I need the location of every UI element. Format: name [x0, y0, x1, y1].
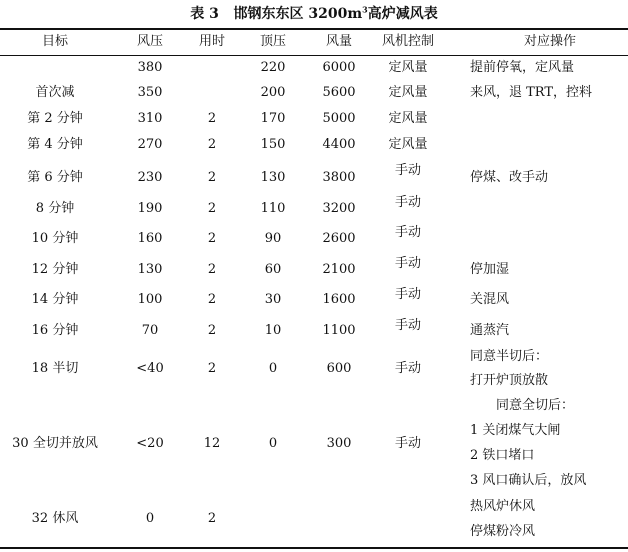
cell-action-line: 打开炉顶放散: [470, 373, 549, 388]
cell-time: 2: [207, 262, 217, 277]
cell-top-pressure: 30: [264, 292, 282, 307]
cell-time: 12: [203, 436, 221, 451]
header-pressure: 风压: [136, 34, 163, 49]
cell-target: 14 分钟: [31, 292, 79, 307]
cell-pressure: 270: [137, 137, 163, 152]
cell-action-line: 停煤粉冷风: [470, 524, 536, 539]
cell-volume: 5600: [322, 85, 356, 100]
cell-target: 第 6 分钟: [27, 170, 83, 185]
cell-volume: 1100: [322, 323, 356, 338]
bottom-rule: [0, 547, 628, 549]
header-volume: 风量: [325, 34, 352, 49]
cell-time: 2: [207, 137, 217, 152]
cell-action-line: 停加湿: [470, 262, 510, 277]
cell-control: 手动: [394, 225, 421, 240]
cell-top-pressure: 220: [260, 60, 286, 75]
cell-time: 2: [207, 361, 217, 376]
cell-pressure: <20: [136, 436, 164, 451]
cell-target: 8 分钟: [35, 201, 75, 216]
cell-action-line: 2 铁口堵口: [470, 448, 535, 463]
cell-control: 手动: [394, 287, 421, 302]
cell-pressure: 160: [137, 231, 163, 246]
cell-target: 首次减: [35, 85, 75, 100]
cell-control: 定风量: [388, 60, 428, 75]
cell-control: 定风量: [388, 85, 428, 100]
cell-action-line: 同意半切后：: [470, 349, 549, 364]
cell-target: 18 半切: [31, 361, 79, 376]
cell-volume: 2600: [322, 231, 356, 246]
cell-action-line: 热风炉休风: [470, 499, 536, 514]
header-time: 用时: [198, 34, 225, 49]
top-rule: [0, 28, 628, 30]
header-rule: [0, 55, 628, 56]
cell-pressure: 130: [137, 262, 163, 277]
cell-time: 2: [207, 511, 217, 526]
cell-volume: 2100: [322, 262, 356, 277]
cell-pressure: 310: [137, 111, 163, 126]
cell-volume: 5000: [322, 111, 356, 126]
cell-volume: 4400: [322, 137, 356, 152]
cell-pressure: 380: [137, 60, 163, 75]
cell-action-line: 来风，退 TRT，控料: [470, 85, 593, 100]
cell-control: 定风量: [388, 137, 428, 152]
cell-action-line: 1 关闭煤气大闸: [470, 423, 561, 438]
cell-pressure: 190: [137, 201, 163, 216]
cell-pressure: 100: [137, 292, 163, 307]
cell-top-pressure: 60: [264, 262, 282, 277]
cell-top-pressure: 200: [260, 85, 286, 100]
cell-pressure: 70: [141, 323, 159, 338]
cell-top-pressure: 0: [268, 436, 278, 451]
cell-top-pressure: 10: [264, 323, 282, 338]
cell-pressure: 230: [137, 170, 163, 185]
cell-volume: 3200: [322, 201, 356, 216]
cell-volume: 300: [326, 436, 352, 451]
header-target: 目标: [41, 34, 68, 49]
cell-control: 手动: [394, 256, 421, 271]
cell-control: 手动: [394, 318, 421, 333]
cell-pressure: 350: [137, 85, 163, 100]
cell-top-pressure: 110: [260, 201, 286, 216]
cell-target: 10 分钟: [31, 231, 79, 246]
cell-control: 手动: [394, 163, 421, 178]
cell-action-line: 通蒸汽: [470, 323, 510, 338]
cell-control: 手动: [394, 436, 421, 451]
cell-volume: 6000: [322, 60, 356, 75]
cell-top-pressure: 90: [264, 231, 282, 246]
cell-top-pressure: 150: [260, 137, 286, 152]
cell-target: 第 4 分钟: [27, 137, 83, 152]
cell-pressure: 0: [145, 511, 155, 526]
cell-action-line: 停煤、改手动: [470, 170, 549, 185]
cell-control: 手动: [394, 361, 421, 376]
cell-time: 2: [207, 111, 217, 126]
cell-control: 定风量: [388, 111, 428, 126]
cell-action-line: 提前停氧，定风量: [470, 60, 575, 75]
cell-target: 第 2 分钟: [27, 111, 83, 126]
header-top-pressure: 顶压: [259, 34, 286, 49]
cell-time: 2: [207, 201, 217, 216]
cell-target: 12 分钟: [31, 262, 79, 277]
cell-action-line: 3 风口确认后，放风: [470, 473, 587, 488]
table-caption: 表 3 邯钢东东区 $3200m^3$高炉减风表: [190, 4, 438, 22]
cell-time: 2: [207, 170, 217, 185]
cell-control: 手动: [394, 195, 421, 210]
cell-volume: 600: [326, 361, 352, 376]
cell-action-line: 同意全切后：: [496, 398, 575, 413]
cell-time: 2: [207, 231, 217, 246]
cell-target: 16 分钟: [31, 323, 79, 338]
header-actions: 对应操作: [523, 34, 576, 49]
cell-top-pressure: 0: [268, 361, 278, 376]
cell-time: 2: [207, 292, 217, 307]
cell-target: 32 休风: [31, 511, 79, 526]
cell-volume: 3800: [322, 170, 356, 185]
cell-pressure: <40: [136, 361, 164, 376]
cell-volume: 1600: [322, 292, 356, 307]
cell-target: 30 全切并放风: [12, 436, 98, 451]
cell-top-pressure: 170: [260, 111, 286, 126]
cell-time: 2: [207, 323, 217, 338]
header-control: 风机控制: [381, 34, 434, 49]
cell-action-line: 关混风: [470, 292, 510, 307]
cell-top-pressure: 130: [260, 170, 286, 185]
